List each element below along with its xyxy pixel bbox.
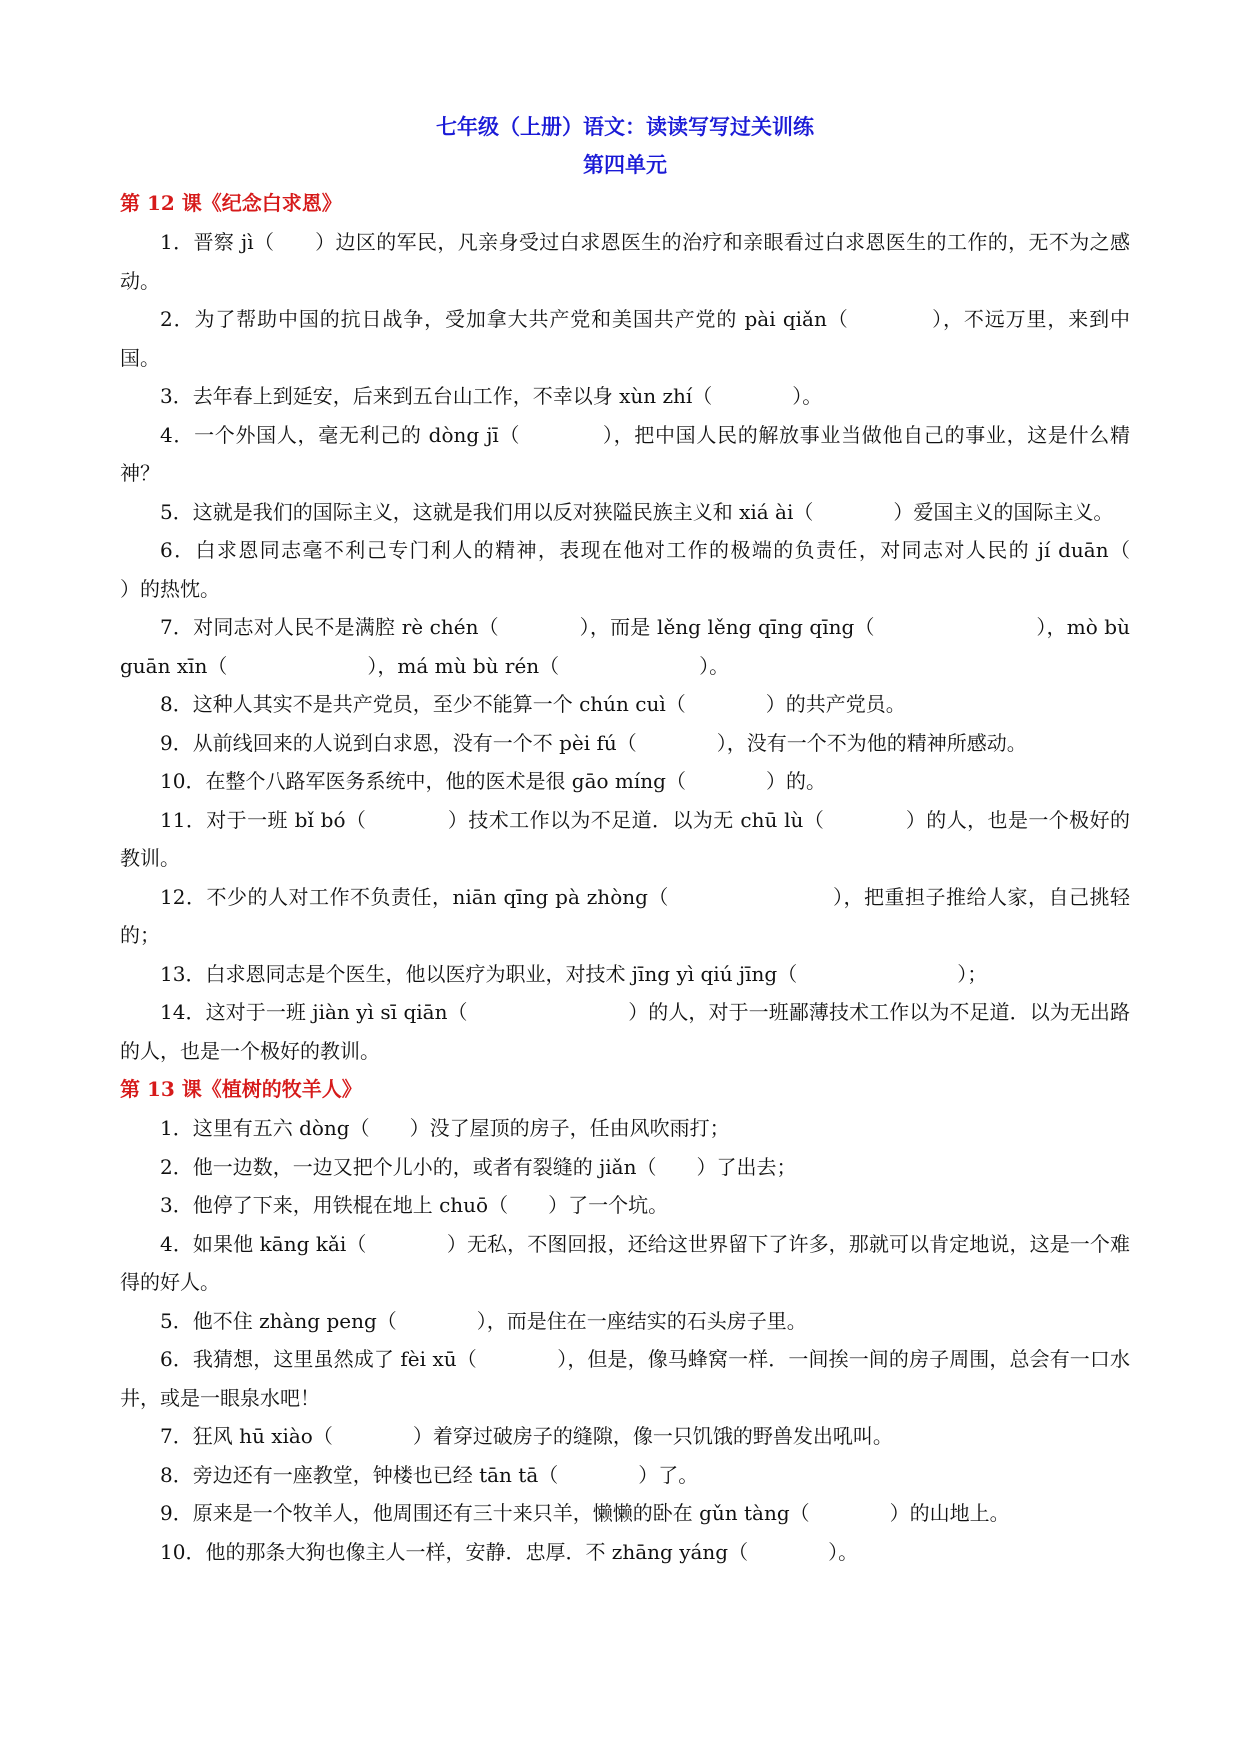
question-item: 8．旁边还有一座教堂，钟楼也已经 tān tā（ ）了。 xyxy=(160,1462,699,1487)
question-item: 3．去年春上到延安，后来到五台山工作，不幸以身 xùn zhí（ ）。 xyxy=(160,384,823,408)
question-list xyxy=(120,223,1210,1070)
question-item: 8．这种人其实不是共产党员，至少不能算一个 chún cuì（ ）的共产党员。 xyxy=(160,692,906,716)
document-page xyxy=(120,108,1210,1571)
question-item: 3．他停了下来，用铁棍在地上 chuō（ ）了一个坑。 xyxy=(160,1193,669,1217)
question-item: 1．这里有五六 dòng（ ）没了屋顶的房子，任由风吹雨打； xyxy=(160,1116,730,1140)
question-item: 4．如果他 kāng kǎi（ ）无私，不图回报，还给这世界留下了许多，那就可以肯定地说，这是一个难得的好人。 xyxy=(120,1231,1130,1294)
question-item: 2．为了帮助中国的抗日战争，受加拿大共产党和美国共产党的 pài qiǎn（ ），不远万里，来到中国。 xyxy=(120,307,1130,370)
unit-title: 第四单元 xyxy=(583,152,667,177)
question-item: 6．白求恩同志毫不利己专门利人的精神，表现在他对工作的极端的负责任，对同志对人民的 jí duān（ ）的热忱。 xyxy=(120,538,1210,601)
section-lesson-13 xyxy=(120,1070,1130,1571)
question-item: 9．原来是一个牧羊人，他周围还有三十来只羊，懒懒的卧在 gǔn tàng（ ）的山地上。 xyxy=(160,1501,1010,1525)
question-item: 10．在整个八路军医务系统中，他的医术是很 gāo míng（ ）的。 xyxy=(160,769,826,793)
section-lesson-12 xyxy=(120,184,1210,1070)
question-item: 10．他的那条大狗也像主人一样，安静．忠厚．不 zhāng yáng（ ）。 xyxy=(160,1539,859,1564)
question-item: 4．一个外国人，毫无利己的 dòng jī（ ），把中国人民的解放事业当做他自己的事业，这是什么精神？ xyxy=(120,422,1130,485)
question-item: 12．不少的人对工作不负责任，niān qīng pà zhòng（ ），把重担子推给人家，自己挑轻的； xyxy=(120,884,1130,947)
question-item: 2．他一边数，一边又把个儿小的，或者有裂缝的 jiǎn（ ）了出去； xyxy=(160,1154,797,1179)
question-item: 14．这对于一班 jiàn yì sī qiān（ ）的人，对于一班鄙薄技术工作以为不足道．以为无出路的人，也是一个极好的教训。 xyxy=(120,1000,1130,1063)
section-heading: 第 13 课《植树的牧羊人》 xyxy=(120,1077,362,1101)
question-item: 7．狂风 hū xiào（ ）着穿过破房子的缝隙，像一只饥饿的野兽发出吼叫。 xyxy=(160,1424,893,1448)
question-item: 7．对同志对人民不是满腔 rè chén（ ），而是 lěng lěng qīng qīng（ ），mò bù guān xīn（ ），má mù bù rén（ ）。 xyxy=(120,615,1130,678)
question-item: 1．晋察 jì（ ）边区的军民，凡亲身受过白求恩医生的治疗和亲眼看过白求恩医生的工作的，无不为之感动。 xyxy=(120,230,1130,293)
question-list xyxy=(120,1109,1130,1571)
question-item: 13．白求恩同志是个医生，他以医疗为职业，对技术 jīng yì qiú jīng（ ）； xyxy=(160,961,988,986)
question-item: 5．这就是我们的国际主义，这就是我们用以反对狭隘民族主义和 xiá ài（ ）爱国主义的国际主义。 xyxy=(160,499,1114,524)
section-heading: 第 12 课《纪念白求恩》 xyxy=(120,191,342,215)
question-item: 9．从前线回来的人说到白求恩，没有一个不 pèi fú（ ），没有一个不为他的精神所感动。 xyxy=(160,730,1027,755)
question-item: 6．我猜想，这里虽然成了 fèi xū（ ），但是，像马蜂窝一样．一间挨一间的房子周围，总会有一口水井，或是一眼泉水吧！ xyxy=(120,1347,1130,1410)
question-item: 5．他不住 zhàng peng（ ），而是住在一座结实的石头房子里。 xyxy=(160,1308,807,1333)
document-title: 七年级（上册）语文：读读写写过关训练 xyxy=(436,114,814,139)
question-item: 11．对于一班 bǐ bó（ ）技术工作以为不足道．以为无 chū lù（ ）的人，也是一个极好的教训。 xyxy=(120,807,1130,870)
